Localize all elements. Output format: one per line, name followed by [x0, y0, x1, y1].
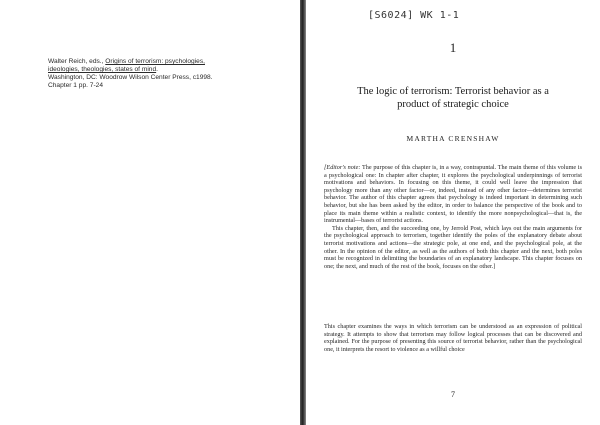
chapter-title-line-1: The logic of terrorism: Terrorist behavior as a [357, 86, 549, 97]
editor-note-lead: [Editor's note: [324, 164, 361, 171]
citation-book-title: Origins of terrorism: psychologies, [105, 58, 205, 65]
right-page [306, 0, 600, 425]
citation-publisher: Washington, DC: Woodrow Wilson Center Press, c1998. [48, 74, 213, 81]
citation-line-1: Walter Reich, eds., Origins of terrorism: psychologies, [48, 58, 205, 65]
page-number: 7 [451, 390, 455, 399]
citation-line-2: ideologies, theologies, states of mind. [48, 66, 158, 73]
citation-pages: Chapter 1 pp. 7-24 [48, 82, 103, 89]
chapter-author: MARTHA CRENSHAW [406, 134, 500, 143]
editor-note [324, 164, 582, 270]
chapter-title [306, 86, 600, 111]
editor-note-paragraph-1: [Editor's note: The purpose of this chapter is, in a way, contrapuntal. The main theme of this volume is a psychological one: In chapter after chapter, it explores the psychological underpinnings of terrorist motivations and behaviors. In focusing on this theme, it could well leave the impression that psychology more than any other factor—or, indeed, instead of any other factor—determines terrorist behavior. The author of this chapter agrees that psychology is indeed important in determining such behavior, but she has been asked by the editor, in order to balance the perspective of the book and to place its main theme within a realistic context, to identify the more nonpsychological—that is, the instrumental—bases of terrorist actions. [324, 164, 582, 225]
citation-book-title-cont: ideologies, theologies, states of mind [48, 66, 157, 73]
body-paragraph: This chapter examines the ways in which terrorism can be understood as an expression of political strategy. It attempts to show that terrorism may follow logical processes that can be discovered and explained. For the purpose of presenting this source of terrorist behavior, rather than the psychological one, it interprets the resort to violence as a willful choice [324, 323, 582, 353]
handwritten-call-number: [S6024] WK 1-1 [368, 10, 460, 21]
chapter-number: 1 [449, 40, 457, 55]
chapter-title-line-2: product of strategic choice [397, 98, 509, 110]
editor-note-paragraph-2: This chapter, then, and the succeeding one, by Jerrold Post, which lays out the main arguments for the psychological approach to terrorism, together identify the poles of the explanatory debate about terrorist motivations and actions—the strategic pole, at one end, and the psychological pole, at the other. In the opinion of the editor, as well as the authors of both this chapter and the next, both poles must be recognized in delimiting the boundaries of an explanatory landscape. This chapter focuses on one; the next, and much of the rest of the book, focuses on the other.] [324, 224, 582, 270]
chapter-body [324, 323, 582, 353]
citation-note [48, 58, 298, 90]
